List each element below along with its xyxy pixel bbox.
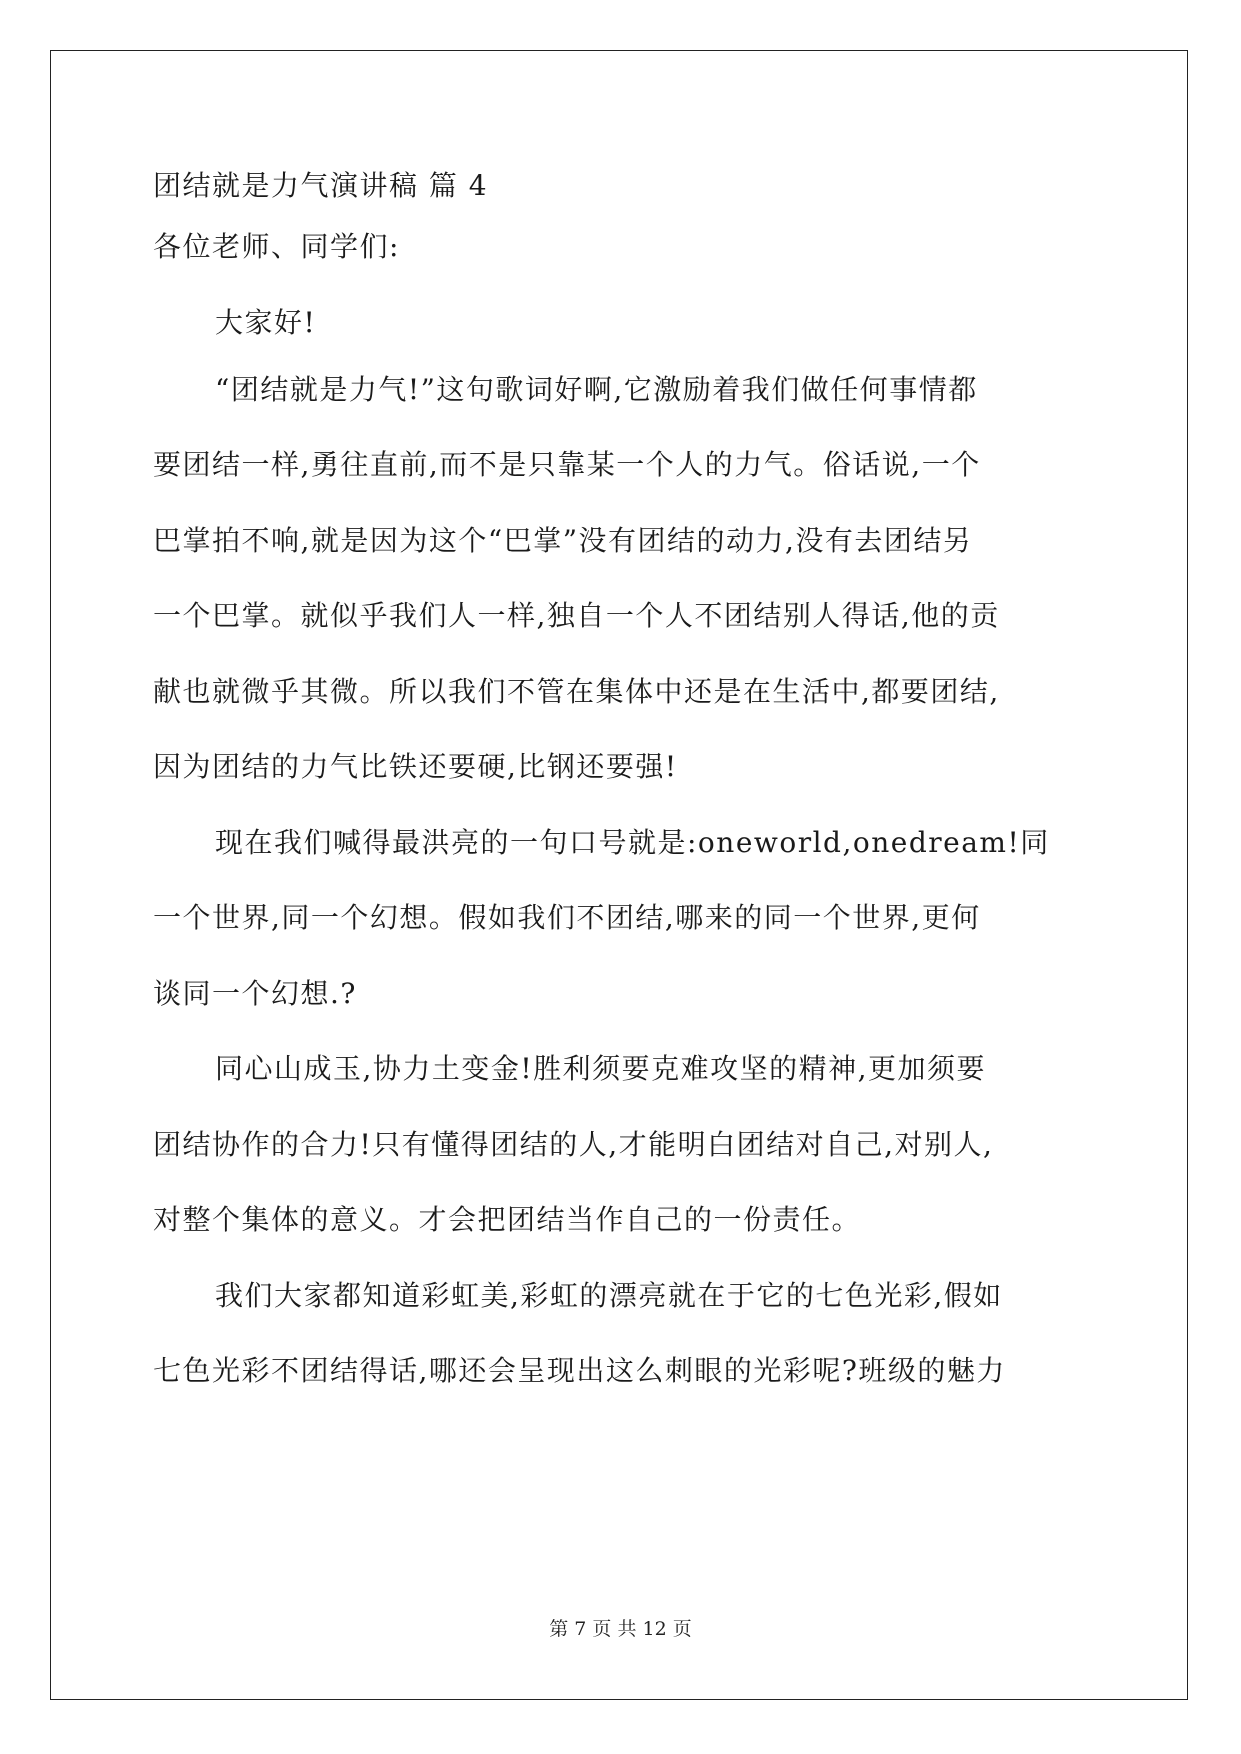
greeting: 各位老师、同学们: — [153, 230, 400, 263]
body-line: “团结就是力气!”这句歌词好啊,它激励着我们做任何事情都 — [215, 373, 978, 406]
body-line: 团结协作的合力!只有懂得团结的人,才能明白团结对自己,对别人, — [153, 1128, 994, 1161]
body-line: 七色光彩不团结得话,哪还会呈现出这么刺眼的光彩呢?班级的魅力 — [153, 1354, 1006, 1387]
document-title: 团结就是力气演讲稿 篇 4 — [153, 169, 489, 202]
body-line: 一个世界,同一个幻想。假如我们不团结,哪来的同一个世界,更何 — [153, 901, 981, 934]
body-line: 同心山成玉,协力土变金!胜利须要克难攻坚的精神,更加须要 — [215, 1052, 987, 1085]
body-line: 巴掌拍不响,就是因为这个“巴掌”没有团结的动力,没有去团结另 — [153, 524, 973, 557]
body-line: 献也就微乎其微。所以我们不管在集体中还是在生活中,都要团结, — [153, 675, 1000, 708]
page-border — [50, 50, 1188, 1700]
page-number-footer: 第 7 页 共 12 页 — [549, 1618, 692, 1640]
body-line: 现在我们喊得最洪亮的一句口号就是:oneworld,onedream!同 — [215, 826, 1050, 859]
body-line: 一个巴掌。就似乎我们人一样,独自一个人不团结别人得话,他的贡 — [153, 599, 1000, 632]
body-line: 谈同一个幻想.? — [153, 977, 357, 1010]
body-line: 我们大家都知道彩虹美,彩虹的漂亮就在于它的七色光彩,假如 — [215, 1279, 1003, 1312]
body-line: 要团结一样,勇往直前,而不是只靠某一个人的力气。俗话说,一个 — [153, 448, 981, 481]
body-line: 因为团结的力气比铁还要硬,比钢还要强! — [153, 750, 678, 783]
body-line: 大家好! — [215, 306, 317, 339]
body-line: 对整个集体的意义。才会把团结当作自己的一份责任。 — [153, 1203, 862, 1236]
